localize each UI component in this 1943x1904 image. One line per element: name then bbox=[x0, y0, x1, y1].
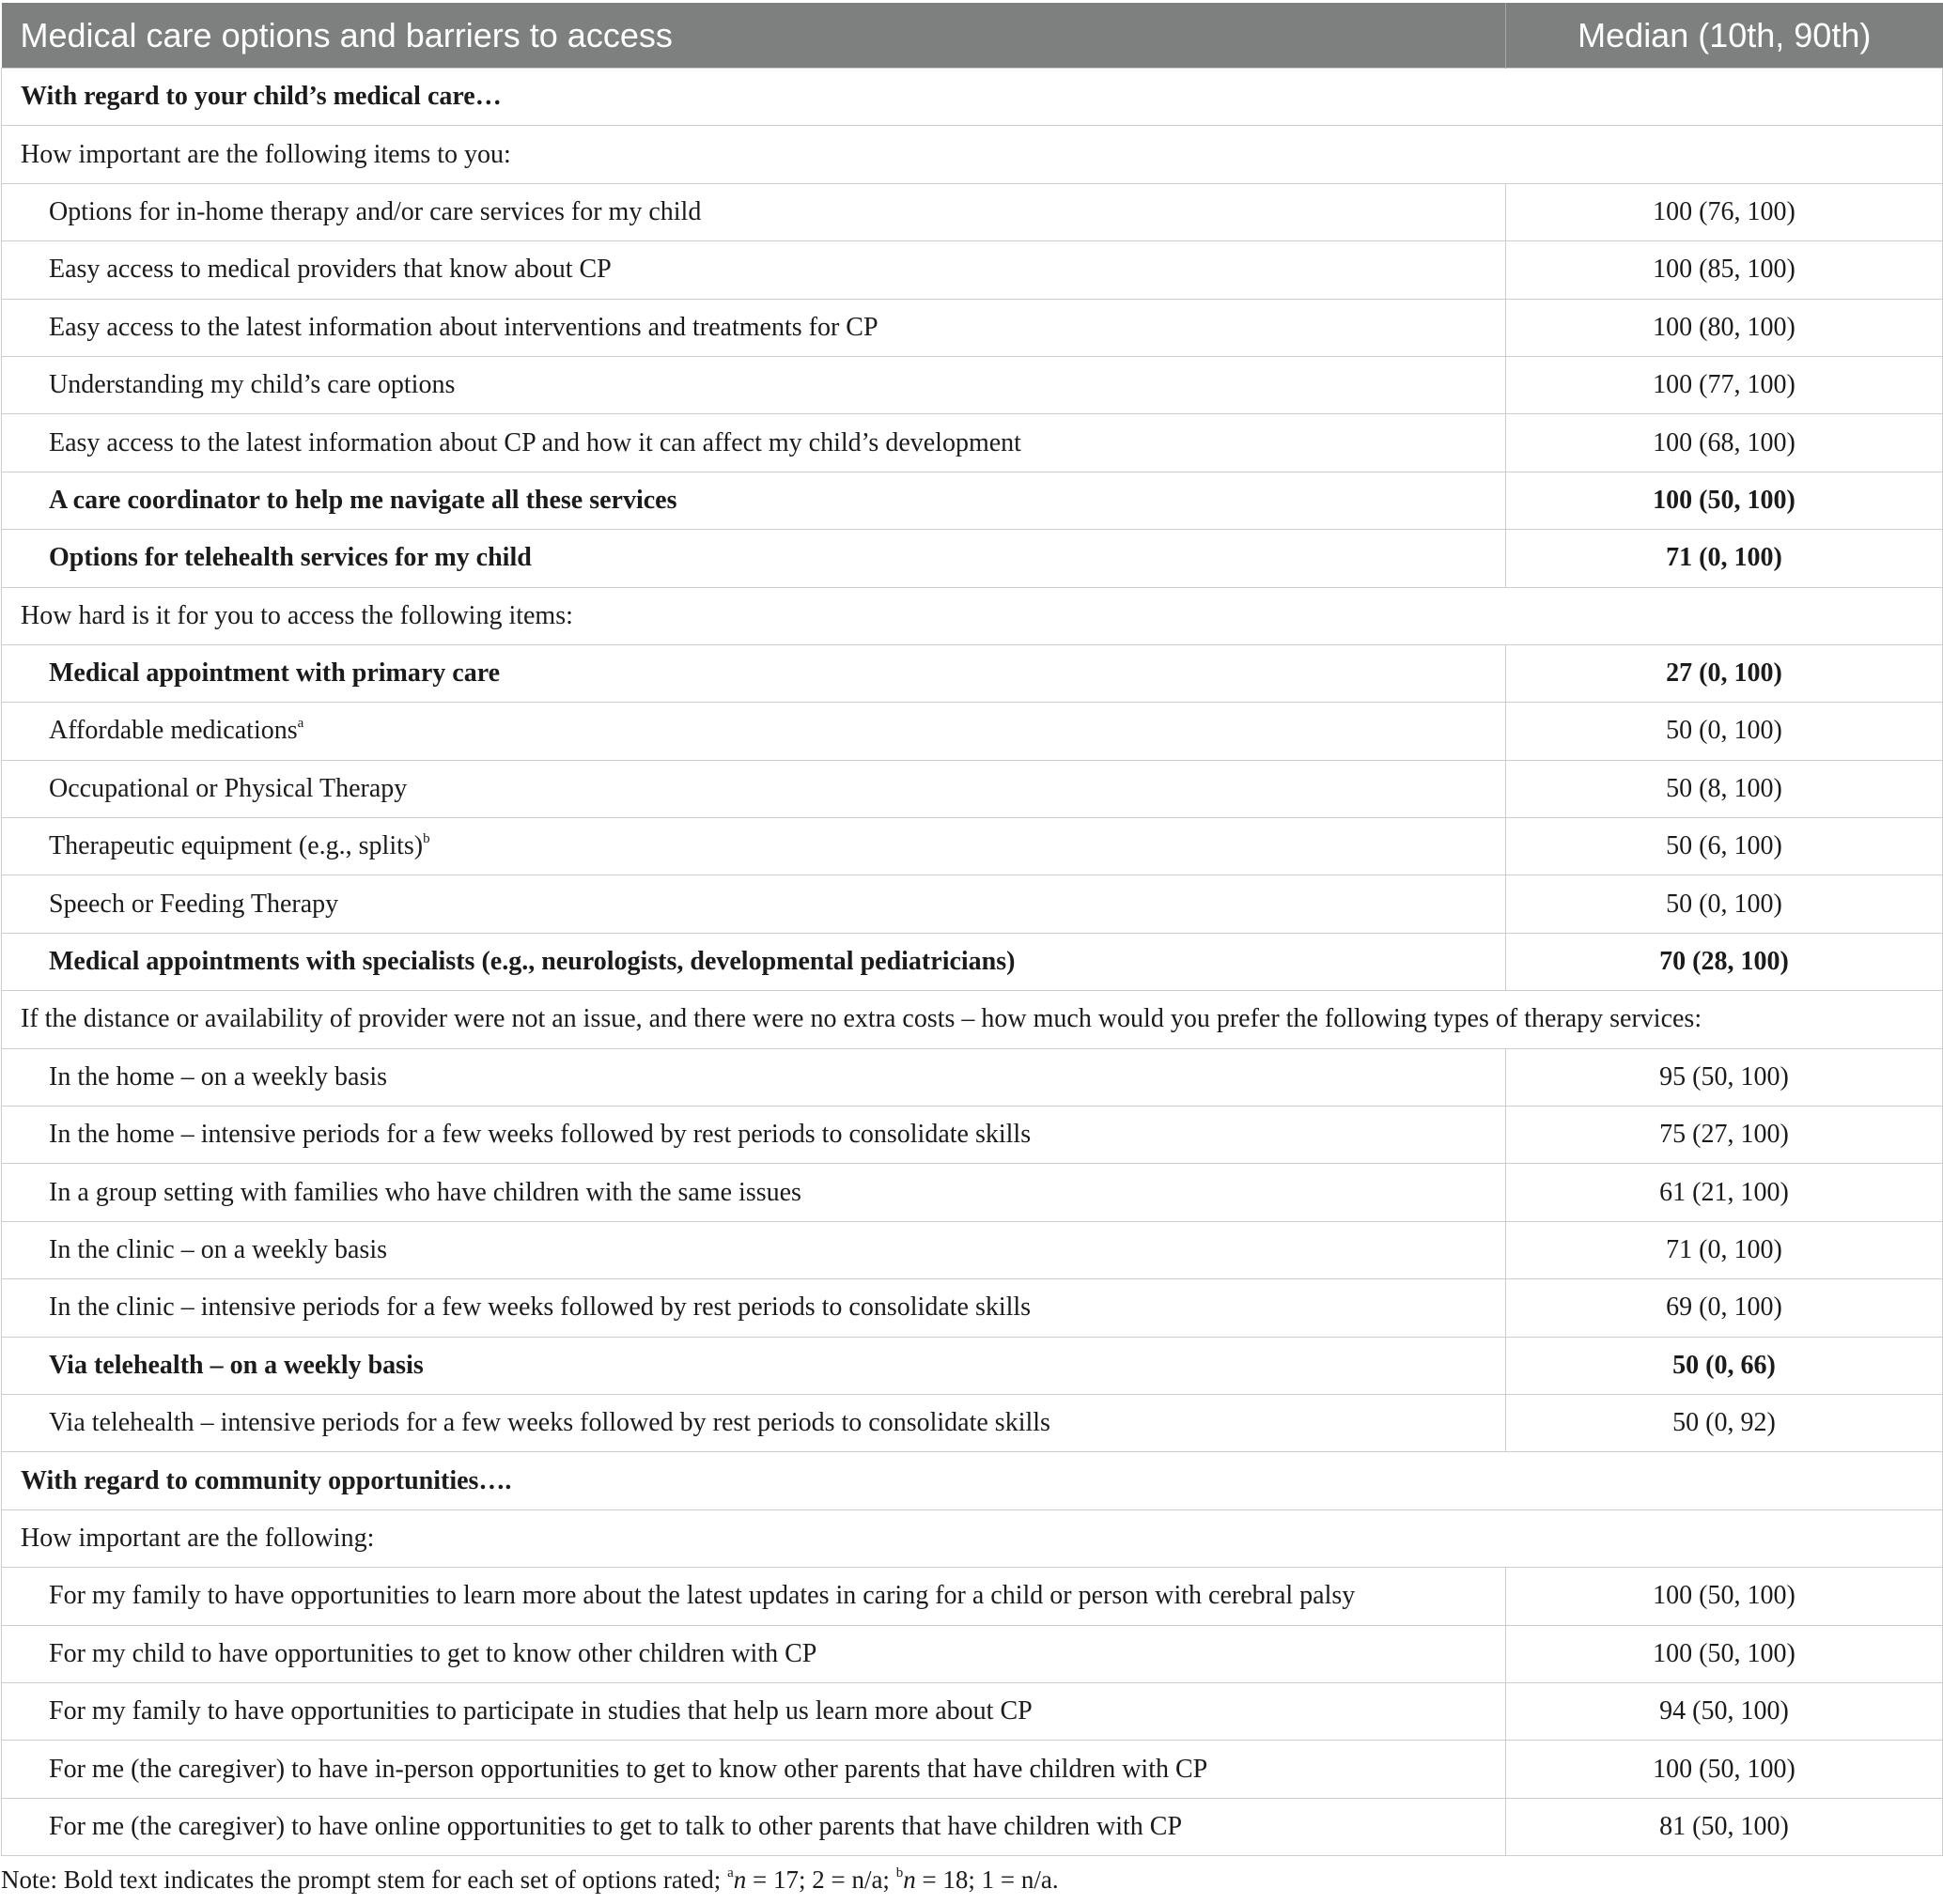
item-label: For me (the caregiver) to have in-person opportunities to get to know other parents that have children with CP bbox=[49, 1754, 1208, 1784]
section-label-cell bbox=[2, 69, 1943, 126]
median-value-cell: 50 (0, 66) bbox=[1506, 1337, 1943, 1394]
table-row bbox=[2, 299, 1943, 356]
median-value-cell: 81 (50, 100) bbox=[1506, 1798, 1943, 1855]
table-row bbox=[2, 1798, 1943, 1855]
section-label: How important are the following items to you: bbox=[21, 139, 511, 169]
section-label-cell bbox=[2, 991, 1943, 1048]
table-row bbox=[2, 1682, 1943, 1740]
median-value-cell: 71 (0, 100) bbox=[1506, 530, 1943, 587]
item-label-cell bbox=[2, 1337, 1506, 1394]
item-label-cell bbox=[2, 472, 1506, 529]
median-value-cell: 50 (0, 100) bbox=[1506, 875, 1943, 933]
table-row bbox=[2, 760, 1943, 817]
item-label-cell bbox=[2, 818, 1506, 875]
table-row bbox=[2, 644, 1943, 702]
item-label: Therapeutic equipment (e.g., splits) bbox=[49, 831, 424, 861]
table-body bbox=[2, 69, 1943, 1856]
item-label: Understanding my child’s care options bbox=[49, 370, 456, 400]
column-header-options: Medical care options and barriers to access bbox=[2, 3, 1506, 69]
table-row bbox=[2, 933, 1943, 990]
median-value-cell: 71 (0, 100) bbox=[1506, 1221, 1943, 1278]
item-label: Options for in-home therapy and/or care services for my child bbox=[49, 196, 702, 226]
item-label-cell bbox=[2, 241, 1506, 299]
section-row bbox=[2, 587, 1943, 644]
table-row bbox=[2, 1048, 1943, 1106]
footnote-text-b: = 18; 1 = n/a. bbox=[915, 1865, 1059, 1894]
section-label-cell bbox=[2, 1509, 1943, 1567]
table-row bbox=[2, 818, 1943, 875]
median-value-cell: 69 (0, 100) bbox=[1506, 1279, 1943, 1337]
item-label-cell bbox=[2, 1682, 1506, 1740]
table-row bbox=[2, 183, 1943, 240]
item-label: Options for telehealth services for my child bbox=[49, 543, 532, 573]
item-label-cell bbox=[2, 1741, 1506, 1798]
item-label: Easy access to the latest information about CP and how it can affect my child’s development bbox=[49, 427, 1021, 457]
median-value-cell: 100 (50, 100) bbox=[1506, 1741, 1943, 1798]
section-row bbox=[2, 991, 1943, 1048]
results-table bbox=[1, 3, 1943, 1856]
item-label: Easy access to medical providers that know about CP bbox=[49, 255, 612, 285]
item-label: Medical appointment with primary care bbox=[49, 658, 501, 689]
table-row bbox=[2, 875, 1943, 933]
footnote-text-a: = 17; 2 = n/a; bbox=[746, 1865, 896, 1894]
section-row bbox=[2, 126, 1943, 183]
section-label: How important are the following: bbox=[21, 1523, 375, 1553]
item-label: For my family to have opportunities to participate in studies that help us learn more about CP bbox=[49, 1696, 1033, 1726]
table-row bbox=[2, 703, 1943, 760]
table-row bbox=[2, 356, 1943, 413]
median-value-cell: 50 (0, 100) bbox=[1506, 703, 1943, 760]
item-label: Medical appointments with specialists (e.g., neurologists, developmental pediatricians) bbox=[49, 947, 1016, 977]
table-row bbox=[2, 1337, 1943, 1394]
section-label: With regard to community opportunities…. bbox=[21, 1465, 512, 1495]
median-value-cell: 100 (76, 100) bbox=[1506, 183, 1943, 240]
footnote-marker: b bbox=[423, 830, 430, 846]
median-value-cell: 100 (80, 100) bbox=[1506, 299, 1943, 356]
median-value-cell: 70 (28, 100) bbox=[1506, 933, 1943, 990]
item-label: For my family to have opportunities to learn more about the latest updates in caring for a child or person with cerebral palsy bbox=[49, 1581, 1356, 1611]
item-label: In the home – on a weekly basis bbox=[49, 1061, 388, 1091]
median-value-cell: 75 (27, 100) bbox=[1506, 1107, 1943, 1164]
footnote-lead: Note: Bold text indicates the prompt stem for each set of options rated; bbox=[1, 1865, 728, 1894]
item-label: Via telehealth – on a weekly basis bbox=[49, 1350, 424, 1380]
table-row bbox=[2, 1107, 1943, 1164]
section-label: With regard to your child’s medical care… bbox=[21, 82, 502, 112]
table-row bbox=[2, 1221, 1943, 1278]
item-label-cell bbox=[2, 703, 1506, 760]
item-label: A care coordinator to help me navigate all these services bbox=[49, 485, 677, 515]
median-value-cell: 50 (0, 92) bbox=[1506, 1394, 1943, 1451]
item-label-cell bbox=[2, 1625, 1506, 1682]
section-label-cell bbox=[2, 126, 1943, 183]
median-value-cell: 27 (0, 100) bbox=[1506, 644, 1943, 702]
section-label-cell bbox=[2, 587, 1943, 644]
item-label-cell bbox=[2, 299, 1506, 356]
table-header-row bbox=[2, 3, 1943, 69]
section-label: How hard is it for you to access the following items: bbox=[21, 600, 573, 630]
median-value-cell: 100 (77, 100) bbox=[1506, 356, 1943, 413]
median-value-cell: 100 (50, 100) bbox=[1506, 1625, 1943, 1682]
median-value-cell: 50 (6, 100) bbox=[1506, 818, 1943, 875]
section-label-cell bbox=[2, 1452, 1943, 1509]
item-label: Speech or Feeding Therapy bbox=[49, 889, 339, 919]
section-row bbox=[2, 1452, 1943, 1509]
item-label-cell bbox=[2, 644, 1506, 702]
median-value-cell: 61 (21, 100) bbox=[1506, 1164, 1943, 1221]
table-row bbox=[2, 414, 1943, 472]
item-label-cell bbox=[2, 933, 1506, 990]
section-row bbox=[2, 1509, 1943, 1567]
item-label: For my child to have opportunities to get to know other children with CP bbox=[49, 1638, 817, 1668]
footnote-n-a: n bbox=[733, 1865, 747, 1894]
item-label-cell bbox=[2, 1107, 1506, 1164]
table-row bbox=[2, 1279, 1943, 1337]
item-label-cell bbox=[2, 183, 1506, 240]
section-row bbox=[2, 69, 1943, 126]
section-label: If the distance or availability of provider were not an issue, and there were no extra costs – how much would you prefer the following types of therapy services: bbox=[21, 1004, 1702, 1034]
item-label: Easy access to the latest information about interventions and treatments for CP bbox=[49, 312, 878, 342]
median-value-cell: 95 (50, 100) bbox=[1506, 1048, 1943, 1106]
item-label: In a group setting with families who have children with the same issues bbox=[49, 1177, 801, 1207]
median-value-cell: 100 (50, 100) bbox=[1506, 1568, 1943, 1625]
table-row bbox=[2, 1625, 1943, 1682]
footnote-marker-a: a bbox=[727, 1865, 734, 1881]
table-row bbox=[2, 1164, 1943, 1221]
item-label: In the home – intensive periods for a few weeks followed by rest periods to consolidate skills bbox=[49, 1120, 1032, 1150]
item-label-cell bbox=[2, 1048, 1506, 1106]
median-value-cell: 100 (50, 100) bbox=[1506, 472, 1943, 529]
item-label: In the clinic – on a weekly basis bbox=[49, 1235, 388, 1264]
item-label: Occupational or Physical Therapy bbox=[49, 773, 408, 803]
table-row bbox=[2, 241, 1943, 299]
median-value-cell: 100 (85, 100) bbox=[1506, 241, 1943, 299]
median-value-cell: 94 (50, 100) bbox=[1506, 1682, 1943, 1740]
item-label: In the clinic – intensive periods for a few weeks followed by rest periods to consolidate skills bbox=[49, 1293, 1032, 1323]
item-label-cell bbox=[2, 1279, 1506, 1337]
footnote-n-b: n bbox=[903, 1865, 916, 1894]
table-footnote bbox=[1, 1865, 1059, 1895]
median-value-cell: 50 (8, 100) bbox=[1506, 760, 1943, 817]
table-row bbox=[2, 1741, 1943, 1798]
item-label-cell bbox=[2, 1221, 1506, 1278]
item-label-cell bbox=[2, 1798, 1506, 1855]
table-row bbox=[2, 1568, 1943, 1625]
item-label-cell bbox=[2, 875, 1506, 933]
column-header-median: Median (10th, 90th) bbox=[1506, 3, 1943, 69]
item-label-cell bbox=[2, 1394, 1506, 1451]
table-row bbox=[2, 1394, 1943, 1451]
item-label: Affordable medications bbox=[49, 716, 298, 746]
item-label-cell bbox=[2, 760, 1506, 817]
item-label-cell bbox=[2, 1568, 1506, 1625]
item-label-cell bbox=[2, 414, 1506, 472]
table-row bbox=[2, 472, 1943, 529]
item-label-cell bbox=[2, 530, 1506, 587]
footnote-marker-b: b bbox=[895, 1865, 904, 1881]
item-label: For me (the caregiver) to have online opportunities to get to talk to other parents that have children with CP bbox=[49, 1811, 1183, 1841]
table-row bbox=[2, 530, 1943, 587]
item-label-cell bbox=[2, 1164, 1506, 1221]
item-label: Via telehealth – intensive periods for a few weeks followed by rest periods to consolidate skills bbox=[49, 1408, 1050, 1438]
item-label-cell bbox=[2, 356, 1506, 413]
footnote-marker: a bbox=[297, 716, 304, 732]
median-value-cell: 100 (68, 100) bbox=[1506, 414, 1943, 472]
